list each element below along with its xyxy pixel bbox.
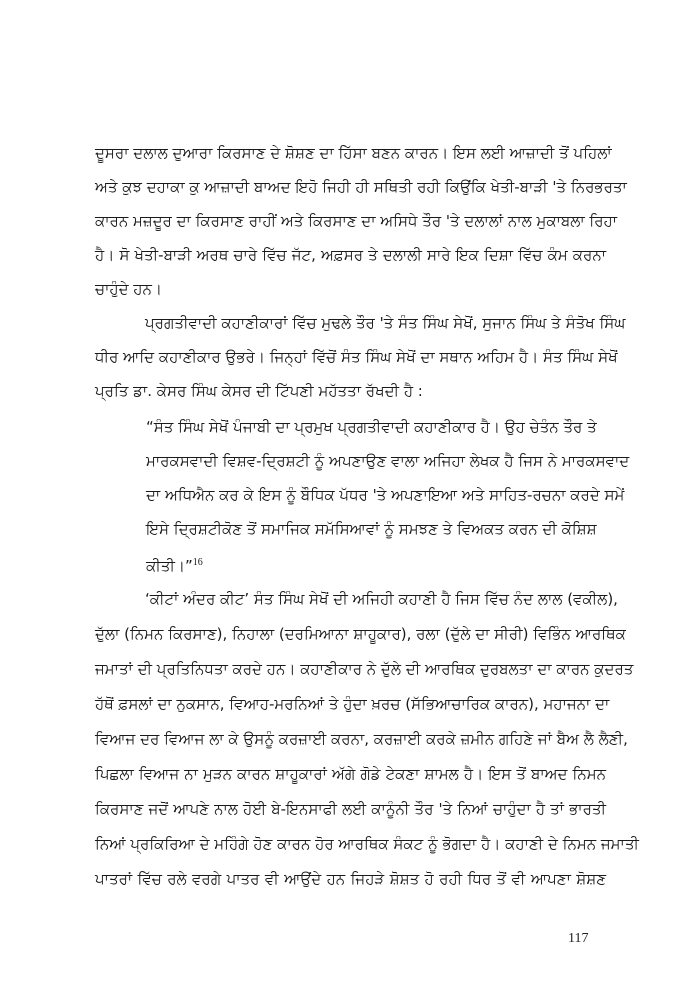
quote-line: “ਸੰਤ ਸਿੰਘ ਸੇਖੋਂ ਪੰਜਾਬੀ ਦਾ ਪ੍ਰਮੁਖ ਪ੍ਰਗਤੀਵਾਦੀ ਕਹਾਣੀਕਾਰ ਹੈ। ਉਹ ਚੇਤੰਨ ਤੌਰ ਤੇ [146,418,597,436]
text-line: ਦੁੱਲਾ (ਨਿਮਨ ਕਿਰਸਾਣ), ਨਿਹਾਲਾ (ਦਰਮਿਆਨਾ ਸ਼ਾਹੂਕਾਰ), ਰਲਾ (ਦੁੱਲੇ ਦਾ ਸੀਰੀ) ਵਿਭਿੰਨ ਆਰਥਿਕ [95,625,626,643]
quote-line: ਮਾਰਕਸਵਾਦੀ ਵਿਸ਼ਵ-ਦ੍ਰਿਸ਼ਟੀ ਨੂੰ ਅਪਣਾਉਣ ਵਾਲਾ ਅਜਿਹਾ ਲੇਖਕ ਹੈ ਜਿਸ ਨੇ ਮਾਰਕਸਵਾਦ [146,452,630,470]
text-line: ਹੱਥੋਂ ਫ਼ਸਲਾਂ ਦਾ ਨੁਕਸਾਨ, ਵਿਆਹ-ਮਰਨਿਆਂ ਤੇ ਹੁੰਦਾ ਖ਼ਰਚ (ਸੱਭਿਆਚਾਰਿਕ ਕਾਰਨ), ਮਹਾਜਨਾ ਦਾ [95,695,610,713]
text-line: ਚਾਹੁੰਦੇ ਹਨ। [95,280,163,298]
quote-text: ਕੀਤੀ।” [146,557,193,575]
quote-line [146,553,203,573]
text-line: ਦੂਸਰਾ ਦਲਾਲ ਦੁਆਰਾ ਕਿਰਸਾਣ ਦੇ ਸ਼ੋਸ਼ਣ ਦਾ ਹਿੱਸਾ ਬਣਨ ਕਾਰਨ। ਇਸ ਲਈ ਆਜ਼ਾਦੀ ਤੋਂ ਪਹਿਲਾਂ [95,144,612,162]
page-number: 117 [568,931,589,946]
text-line: ਨਿਆਂ ਪ੍ਰਕਿਰਿਆ ਦੇ ਮਹਿੰਗੇ ਹੋਣ ਕਾਰਨ ਹੋਰ ਆਰਥਿਕ ਸੰਕਟ ਨੂੰ ਭੋਗਦਾ ਹੈ। ਕਹਾਣੀ ਦੇ ਨਿਮਨ ਜਮਾਤੀ [95,835,639,853]
text-line: ‘ਕੀਟਾਂ ਅੰਦਰ ਕੀਟ’ ਸੰਤ ਸਿੰਘ ਸੇਖੋਂ ਦੀ ਅਜਿਹੀ ਕਹਾਣੀ ਹੈ ਜਿਸ ਵਿੱਚ ਨੰਦ ਲਾਲ (ਵਕੀਲ), [145,590,618,608]
text-line: ਪਾਤਰਾਂ ਵਿੱਚ ਰਲੇ ਵਰਗੇ ਪਾਤਰ ਵੀ ਆਉਂਦੇ ਹਨ ਜਿਹੜੇ ਸ਼ੋਸ਼ਤ ਹੋ ਰਹੀ ਧਿਰ ਤੋਂ ਵੀ ਆਪਣਾ ਸ਼ੋਸ਼ਣ [95,870,606,888]
text-line: ਹੈ। ਸੋ ਖੇਤੀ-ਬਾੜੀ ਅਰਥ ਚਾਰੇ ਵਿੱਚ ਜੱਟ, ਅਫ਼ਸਰ ਤੇ ਦਲਾਲੀ ਸਾਰੇ ਇਕ ਦਿਸ਼ਾ ਵਿੱਚ ਕੰਮ ਕਰਨਾ [95,246,606,264]
text-line: ਧੀਰ ਆਦਿ ਕਹਾਣੀਕਾਰ ਉਭਰੇ। ਜਿਨ੍ਹਾਂ ਵਿੱਚੋਂ ਸੰਤ ਸਿੰਘ ਸੇਖੋਂ ਦਾ ਸਥਾਨ ਅਹਿਮ ਹੈ। ਸੰਤ ਸਿੰਘ ਸੇਖੋਂ [95,348,618,366]
text-line: ਪ੍ਰਤਿ ਡਾ. ਕੇਸਰ ਸਿੰਘ ਕੇਸਰ ਦੀ ਟਿੱਪਣੀ ਮਹੱਤਤਾ ਰੱਖਦੀ ਹੈ : [95,382,423,400]
footnote-reference[interactable]: 16 [192,557,203,568]
quote-line: ਦਾ ਅਧਿਐਨ ਕਰ ਕੇ ਇਸ ਨੂੰ ਬੌਧਿਕ ਪੱਧਰ 'ਤੇ ਅਪਣਾਇਆ ਅਤੇ ਸਾਹਿਤ-ਰਚਨਾ ਕਰਦੇ ਸਮੇਂ [146,486,625,504]
quote-line: ਇਸੇ ਦ੍ਰਿਸ਼ਟੀਕੋਣ ਤੋਂ ਸਮਾਜਿਕ ਸਮੱਸਿਆਵਾਂ ਨੂੰ ਸਮਝਣ ਤੇ ਵਿਅਕਤ ਕਰਨ ਦੀ ਕੋਸ਼ਿਸ਼ [146,520,597,538]
text-line: ਕਾਰਨ ਮਜ਼ਦੂਰ ਦਾ ਕਿਰਸਾਣ ਰਾਹੀਂ ਅਤੇ ਕਿਰਸਾਣ ਦਾ ਅਸਿਧੇ ਤੌਰ 'ਤੇ ਦਲਾਲਾਂ ਨਾਲ ਮੁਕਾਬਲਾ ਰਿਹਾ [95,212,618,230]
text-line: ਪਿਛਲਾ ਵਿਆਜ ਨਾ ਮੁੜਨ ਕਾਰਨ ਸ਼ਾਹੂਕਾਰਾਂ ਅੱਗੇ ਗੋਡੇ ਟੇਕਣਾ ਸ਼ਾਮਲ ਹੈ। ਇਸ ਤੋਂ ਬਾਅਦ ਨਿਮਨ [95,765,606,783]
text-line: ਵਿਆਜ ਦਰ ਵਿਆਜ ਲਾ ਕੇ ਉਸਨੂੰ ਕਰਜ਼ਾਈ ਕਰਨਾ, ਕਰਜ਼ਾਈ ਕਰਕੇ ਜ਼ਮੀਨ ਗਹਿਣੇ ਜਾਂ ਬੈਅ ਲੈ ਲੈਣੀ, [95,730,628,748]
text-line: ਅਤੇ ਕੁਝ ਦਹਾਕਾ ਕੁ ਆਜ਼ਾਦੀ ਬਾਅਦ ਇਹੋ ਜਿਹੀ ਹੀ ਸਥਿਤੀ ਰਹੀ ਕਿਉਂਕਿ ਖੇਤੀ-ਬਾੜੀ 'ਤੇ ਨਿਰਭਰਤਾ [95,178,627,196]
text-line: ਕਿਰਸਾਣ ਜਦੋਂ ਆਪਣੇ ਨਾਲ ਹੋਈ ਬੇ-ਇਨਸਾਫੀ ਲਈ ਕਾਨੂੰਨੀ ਤੌਰ 'ਤੇ ਨਿਆਂ ਚਾਹੁੰਦਾ ਹੈ ਤਾਂ ਭਾਰਤੀ [95,800,606,818]
text-line: ਜਮਾਤਾਂ ਦੀ ਪ੍ਰਤਿਨਿਧਤਾ ਕਰਦੇ ਹਨ। ਕਹਾਣੀਕਾਰ ਨੇ ਦੁੱਲੇ ਦੀ ਆਰਥਿਕ ਦੁਰਬਲਤਾ ਦਾ ਕਾਰਨ ਕੁਦਰਤ [95,660,634,678]
text-line: ਪ੍ਰਗਤੀਵਾਦੀ ਕਹਾਣੀਕਾਰਾਂ ਵਿੱਚ ਮੁਢਲੇ ਤੌਰ 'ਤੇ ਸੰਤ ਸਿੰਘ ਸੇਖੋਂ, ਸੁਜਾਨ ਸਿੰਘ ਤੇ ਸੰਤੋਖ ਸਿੰਘ [145,314,626,332]
